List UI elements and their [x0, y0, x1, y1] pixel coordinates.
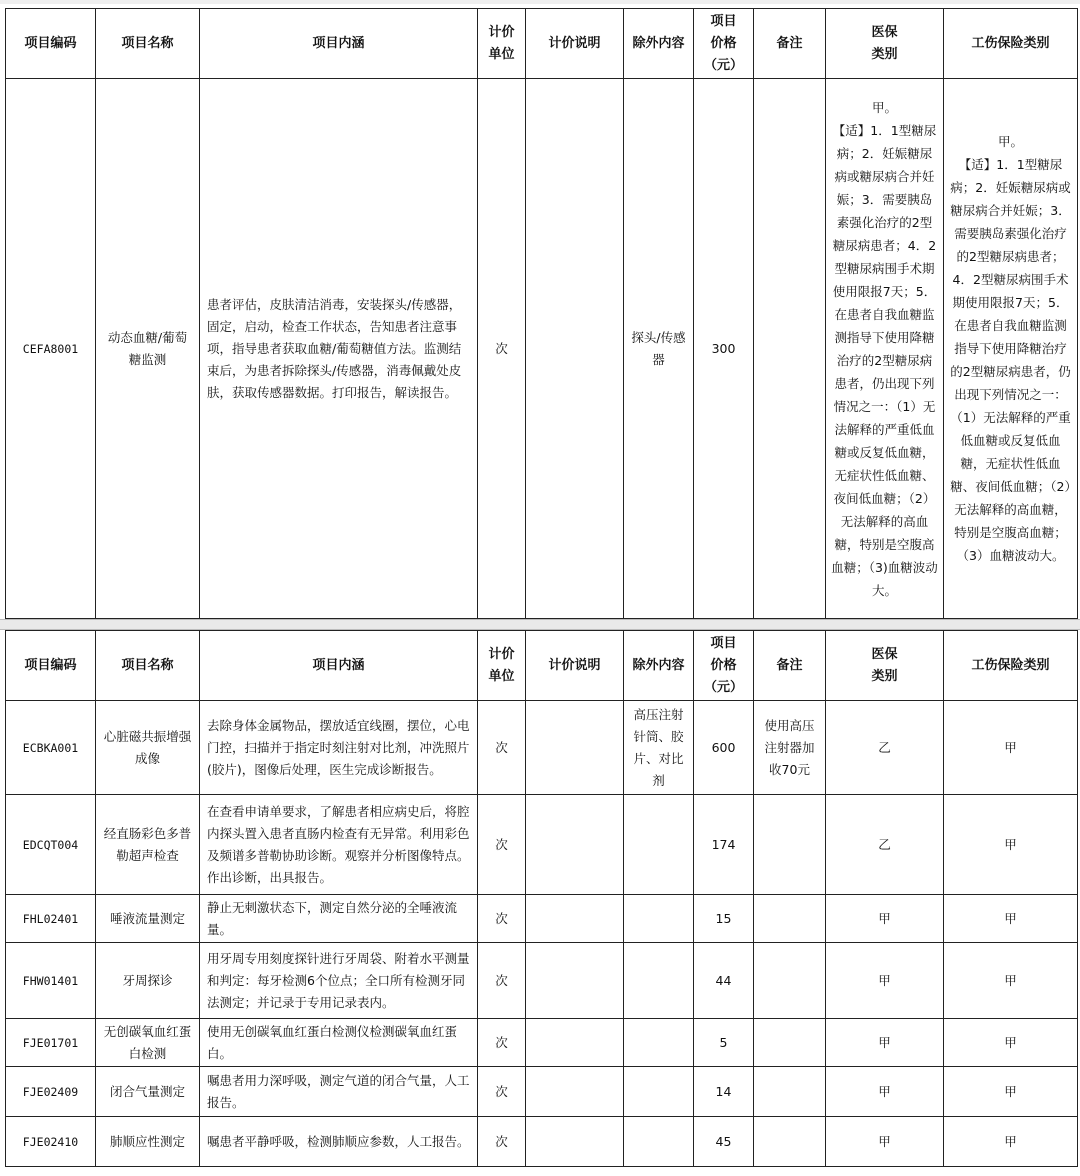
cell-insurance: 甲 [826, 895, 944, 943]
header-price: 项目 价格 （元） [694, 631, 754, 701]
cell-content: 去除身体金属物品，摆放适宜线圈，摆位，心电门控，扫描并于指定时刻注射对比剂，冲洗照片(胶片)，图像后处理，医生完成诊断报告。 [200, 701, 478, 795]
cell-name: 牙周探诊 [96, 943, 200, 1019]
cell-name: 肺顺应性测定 [96, 1117, 200, 1167]
header-remark: 备注 [754, 9, 826, 79]
price-table-top [5, 8, 1078, 619]
cell-price: 15 [694, 895, 754, 943]
price-table-page-2 [5, 630, 1077, 1167]
cell-exclusions [624, 943, 694, 1019]
cell-content: 在查看申请单要求，了解患者相应病史后，将腔内探头置入患者直肠内检查有无异常。利用彩色及频谱多普勒协助诊断。观察并分析图像特点。作出诊断，出具报告。 [200, 795, 478, 895]
cell-exclusions: 探头/传感器 [624, 79, 694, 619]
header-pricing-note: 计价说明 [526, 631, 624, 701]
header-remark: 备注 [754, 631, 826, 701]
table-row [6, 795, 1078, 895]
cell-pricing-note [526, 1067, 624, 1117]
header-name: 项目名称 [96, 631, 200, 701]
cell-pricing-note [526, 943, 624, 1019]
cell-injury-insurance: 甲 [944, 1067, 1078, 1117]
cell-name: 经直肠彩色多普勒超声检查 [96, 795, 200, 895]
cell-pricing-note [526, 79, 624, 619]
cell-unit: 次 [478, 895, 526, 943]
header-pricing-note: 计价说明 [526, 9, 624, 79]
cell-unit: 次 [478, 1117, 526, 1167]
cell-price: 5 [694, 1019, 754, 1067]
cell-unit: 次 [478, 701, 526, 795]
header-row [6, 9, 1078, 79]
cell-exclusions [624, 795, 694, 895]
cell-insurance: 甲 [826, 1117, 944, 1167]
cell-content: 使用无创碳氧血红蛋白检测仪检测碳氧血红蛋白。 [200, 1019, 478, 1067]
cell-name: 无创碳氧血红蛋白检测 [96, 1019, 200, 1067]
cell-injury-insurance: 甲 [944, 1019, 1078, 1067]
header-injury-insurance: 工伤保险类别 [944, 631, 1078, 701]
cell-pricing-note [526, 1019, 624, 1067]
cell-exclusions [624, 1117, 694, 1167]
cell-code: EDCQT004 [6, 795, 96, 895]
header-code: 项目编码 [6, 631, 96, 701]
table-row [6, 701, 1078, 795]
cell-content: 嘱患者用力深呼吸，测定气道的闭合气量，人工报告。 [200, 1067, 478, 1117]
cell-insurance: 乙 [826, 795, 944, 895]
page-top-edge [0, 0, 1080, 4]
cell-code: FHL02401 [6, 895, 96, 943]
cell-price: 600 [694, 701, 754, 795]
cell-code: CEFA8001 [6, 79, 96, 619]
cell-remark [754, 79, 826, 619]
header-name: 项目名称 [96, 9, 200, 79]
cell-price: 300 [694, 79, 754, 619]
header-unit: 计价 单位 [478, 9, 526, 79]
cell-code: FJE02409 [6, 1067, 96, 1117]
header-injury-insurance: 工伤保险类别 [944, 9, 1078, 79]
cell-exclusions [624, 1019, 694, 1067]
header-exclusions: 除外内容 [624, 9, 694, 79]
cell-injury-insurance: 甲 [944, 795, 1078, 895]
header-code: 项目编码 [6, 9, 96, 79]
header-exclusions: 除外内容 [624, 631, 694, 701]
cell-insurance: 甲。 【适】1．1型糖尿病；2．妊娠糖尿病或糖尿病合并妊娠；3．需要胰岛素强化治疗的2型糖尿病患者；4．2型糖尿病围手术期使用限报7天；5．在患者自我血糖监测指导下使用降糖治疗的2型糖尿病患者，仍出现下列情况之一：（1）无法解释的严重低血糖或反复低血糖，无症状性低血糖、夜间低血糖；（2）无法解释的高血糖，特别是空腹高血糖；（3)血糖波动大。 [826, 79, 944, 619]
price-table-bottom [5, 630, 1078, 1167]
cell-exclusions [624, 1067, 694, 1117]
cell-pricing-note [526, 795, 624, 895]
cell-name: 心脏磁共振增强成像 [96, 701, 200, 795]
cell-insurance: 甲 [826, 1019, 944, 1067]
price-table-page-1 [5, 8, 1077, 619]
cell-pricing-note [526, 895, 624, 943]
cell-unit: 次 [478, 795, 526, 895]
header-content: 项目内涵 [200, 631, 478, 701]
cell-remark [754, 795, 826, 895]
cell-injury-insurance: 甲 [944, 895, 1078, 943]
cell-pricing-note [526, 1117, 624, 1167]
header-row [6, 631, 1078, 701]
cell-content: 静止无刺激状态下，测定自然分泌的全唾液流量。 [200, 895, 478, 943]
cell-code: FHW01401 [6, 943, 96, 1019]
cell-unit: 次 [478, 943, 526, 1019]
cell-name: 闭合气量测定 [96, 1067, 200, 1117]
table-row [6, 895, 1078, 943]
table-row [6, 1067, 1078, 1117]
table-row [6, 79, 1078, 619]
cell-injury-insurance: 甲 [944, 943, 1078, 1019]
cell-price: 44 [694, 943, 754, 1019]
cell-name: 动态血糖/葡萄糖监测 [96, 79, 200, 619]
table-row [6, 1019, 1078, 1067]
table-row [6, 943, 1078, 1019]
header-insurance: 医保 类别 [826, 9, 944, 79]
table-row [6, 1117, 1078, 1167]
cell-insurance: 乙 [826, 701, 944, 795]
cell-price: 174 [694, 795, 754, 895]
cell-code: FJE02410 [6, 1117, 96, 1167]
cell-exclusions [624, 895, 694, 943]
cell-name: 唾液流量测定 [96, 895, 200, 943]
cell-content: 用牙周专用刻度探针进行牙周袋、附着水平测量和判定：每牙检测6个位点；全口所有检测牙同法测定；并记录于专用记录表内。 [200, 943, 478, 1019]
cell-unit: 次 [478, 1019, 526, 1067]
cell-remark [754, 1019, 826, 1067]
cell-injury-insurance: 甲。 【适】1．1型糖尿病；2．妊娠糖尿病或糖尿病合并妊娠；3．需要胰岛素强化治疗的2型糖尿病患者；4．2型糖尿病围手术期使用限报7天；5．在患者自我血糖监测指导下使用降糖治疗的2型糖尿病患者，仍出现下列情况之一：（1）无法解释的严重低血糖或反复低血糖，无症状性低血糖、夜间低血糖；（2）无法解释的高血糖，特别是空腹高血糖；（3）血糖波动大。 [944, 79, 1078, 619]
cell-code: ECBKA001 [6, 701, 96, 795]
header-unit: 计价 单位 [478, 631, 526, 701]
cell-content: 患者评估，皮肤清洁消毒，安装探头/传感器，固定，启动，检查工作状态，告知患者注意事项，指导患者获取血糖/葡萄糖值方法。监测结束后，为患者拆除探头/传感器，消毒佩戴处皮肤，获取传感器数据。打印报告，解读报告。 [200, 79, 478, 619]
cell-insurance: 甲 [826, 1067, 944, 1117]
cell-pricing-note [526, 701, 624, 795]
cell-price: 45 [694, 1117, 754, 1167]
cell-unit: 次 [478, 1067, 526, 1117]
header-price: 项目 价格 （元） [694, 9, 754, 79]
header-insurance: 医保 类别 [826, 631, 944, 701]
cell-remark: 使用高压注射器加收70元 [754, 701, 826, 795]
cell-injury-insurance: 甲 [944, 1117, 1078, 1167]
page-break-divider [0, 619, 1080, 630]
cell-remark [754, 1117, 826, 1167]
cell-code: FJE01701 [6, 1019, 96, 1067]
cell-content: 嘱患者平静呼吸，检测肺顺应参数，人工报告。 [200, 1117, 478, 1167]
cell-remark [754, 895, 826, 943]
cell-injury-insurance: 甲 [944, 701, 1078, 795]
cell-remark [754, 1067, 826, 1117]
cell-unit: 次 [478, 79, 526, 619]
cell-exclusions: 高压注射针筒、胶片、对比剂 [624, 701, 694, 795]
cell-insurance: 甲 [826, 943, 944, 1019]
cell-price: 14 [694, 1067, 754, 1117]
header-content: 项目内涵 [200, 9, 478, 79]
cell-remark [754, 943, 826, 1019]
